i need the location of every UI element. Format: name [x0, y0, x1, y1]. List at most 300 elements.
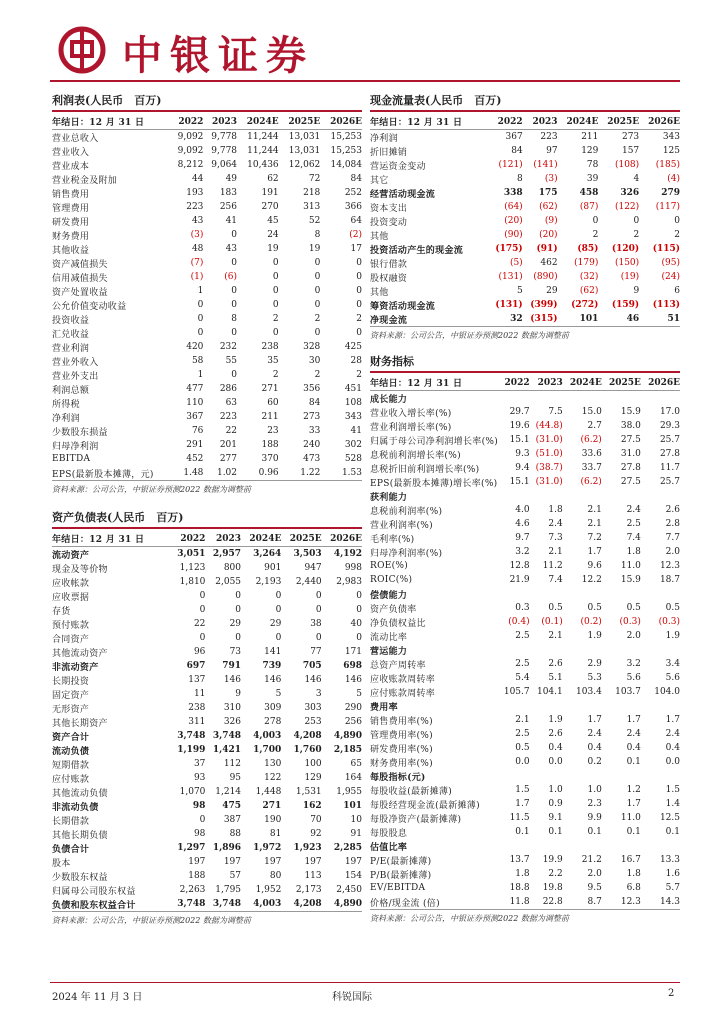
table-row: [370, 895, 680, 910]
row-value: 1.0: [587, 785, 602, 795]
row-value: 5.6: [626, 673, 641, 683]
row-value: 9.5: [587, 883, 602, 893]
row-value: 2.4: [548, 519, 563, 529]
row-value: 45: [267, 216, 279, 226]
row-value: 78: [586, 160, 599, 170]
row-value: 13,031: [288, 146, 321, 156]
row-label: 固定资产: [52, 690, 90, 701]
row-value: 146: [223, 675, 242, 685]
row-value: [641, 839, 680, 853]
table-row: [52, 186, 362, 200]
row-value: 19.8: [542, 883, 563, 893]
row-value: 27.5: [620, 477, 641, 487]
row-value: (315): [523, 312, 558, 327]
row-value: 271: [261, 384, 279, 394]
table-row: [370, 256, 680, 270]
row-value: 38: [310, 619, 322, 629]
row-value: 191: [261, 188, 279, 198]
row-value: 0: [272, 258, 279, 268]
table-row: [52, 172, 362, 186]
table-row: [52, 312, 362, 326]
row-label: 营业总收入: [52, 133, 99, 144]
row-value: 8: [516, 174, 523, 184]
row-value: [641, 587, 680, 601]
row-label: 负债和股东权益合计: [52, 897, 170, 912]
row-value: 0: [356, 272, 362, 282]
row-label: 预付账款: [52, 620, 90, 631]
row-value: (108): [614, 160, 640, 170]
row-value: 95: [229, 773, 242, 783]
row-label: 净利润: [370, 133, 398, 144]
row-value: 2,263: [179, 885, 206, 895]
header-year: 2022: [488, 114, 523, 130]
row-label: 营运资金变动: [370, 161, 426, 172]
row-label: EV/EBITDA: [370, 883, 426, 893]
row-value: 739: [262, 661, 282, 671]
row-value: 1: [197, 286, 204, 296]
row-value: (131): [498, 272, 523, 282]
row-value: 256: [344, 717, 362, 727]
row-value: 29: [229, 619, 242, 629]
row-value: (159): [611, 300, 640, 310]
row-label: 非流动资产: [52, 662, 99, 673]
table-row: [370, 242, 680, 256]
row-value: 0: [314, 328, 321, 338]
row-value: [602, 699, 641, 713]
row-label: 营业收入增长率(%): [370, 408, 452, 419]
row-value: 5: [516, 286, 523, 296]
row-value: 18.7: [659, 575, 680, 585]
row-value: 29: [269, 619, 282, 629]
row-label: 股权融资: [370, 273, 408, 284]
row-value: 1.8: [548, 505, 563, 515]
row-value: (20): [539, 230, 558, 240]
row-value: 0: [315, 591, 322, 601]
header-year: 2023: [203, 114, 237, 130]
table-row: [370, 839, 680, 853]
row-value: 190: [264, 815, 282, 825]
table-row: [370, 769, 680, 783]
row-value: 0: [356, 258, 362, 268]
row-value: 9.6: [587, 561, 602, 571]
row-value: 12.8: [509, 561, 530, 571]
row-value: 0.5: [515, 743, 530, 753]
row-label: 其他流动负债: [52, 788, 108, 799]
row-value: 2.9: [587, 659, 602, 669]
row-label: 净负债权益比: [370, 618, 426, 629]
header-year: 2024E: [237, 114, 279, 130]
row-value: 197: [264, 857, 282, 867]
header-year: 2026E: [641, 375, 680, 391]
row-value: 7.2: [587, 533, 602, 543]
row-value: [563, 839, 602, 853]
row-value: (185): [655, 160, 680, 170]
table-row: [52, 701, 362, 715]
row-value: 326: [620, 188, 640, 198]
row-value: 197: [344, 857, 362, 867]
row-value: 1,810: [179, 577, 206, 587]
row-value: [602, 489, 641, 503]
row-label: 其他收益: [52, 245, 90, 256]
row-value: [498, 769, 530, 783]
row-value: 3,748: [205, 897, 241, 912]
row-value: 27.5: [620, 435, 641, 445]
row-value: (113): [652, 300, 680, 310]
row-value: 2,185: [333, 745, 362, 755]
row-label: 流动负债: [52, 746, 90, 757]
row-value: 1,448: [255, 787, 282, 797]
row-value: 197: [223, 857, 242, 867]
row-value: [563, 489, 602, 503]
row-value: 0: [231, 328, 238, 338]
table-row: [370, 853, 680, 867]
table-row: [370, 825, 680, 839]
report-header: [50, 22, 680, 78]
row-label: 息税折旧前利润增长率(%): [370, 464, 480, 475]
row-label: ROE(%): [370, 561, 409, 571]
row-label: 投资变动: [370, 217, 408, 228]
row-value: 62: [267, 174, 279, 184]
row-value: 2,173: [295, 885, 322, 895]
row-value: 2: [314, 314, 321, 324]
header-year: 2025E: [602, 375, 641, 391]
row-value: [530, 699, 563, 713]
table-row: [52, 144, 362, 158]
row-value: 1.8: [626, 547, 641, 557]
row-value: 0: [197, 300, 204, 310]
row-value: 103.7: [615, 687, 641, 697]
row-value: (272): [571, 300, 599, 310]
table-row: [370, 685, 680, 699]
ratios-source-note: 资料来源：公司公告，中银证券预测2022 数据为调整前: [370, 914, 569, 923]
row-value: [530, 489, 563, 503]
row-value: 183: [219, 188, 238, 198]
row-label: 长期借款: [52, 816, 90, 827]
row-value: 57: [229, 871, 242, 881]
table-row: [52, 284, 362, 298]
row-label: 偿债能力: [370, 590, 408, 601]
row-label: 负债合计: [52, 844, 90, 855]
row-value: 1,896: [212, 843, 242, 853]
row-value: 0: [356, 328, 362, 338]
row-label: 流动资产: [52, 550, 90, 561]
row-value: 0.4: [587, 743, 602, 753]
header-year: 2023: [205, 531, 241, 547]
row-value: 309: [264, 703, 282, 713]
row-value: 37: [193, 759, 206, 769]
row-value: 343: [662, 132, 680, 142]
row-value: 40: [350, 619, 362, 629]
row-value: 370: [261, 454, 279, 464]
row-value: 273: [303, 412, 321, 422]
row-value: 4,003: [253, 731, 282, 741]
row-value: 270: [261, 202, 279, 212]
row-value: 84: [308, 398, 321, 408]
row-value: 2.5: [626, 519, 641, 529]
row-value: 473: [303, 454, 321, 464]
row-value: 157: [621, 146, 640, 156]
row-value: 278: [264, 717, 282, 727]
row-value: 38.0: [620, 421, 641, 431]
row-value: 8.7: [563, 895, 602, 910]
row-value: 13.3: [659, 855, 680, 865]
row-value: 22: [193, 619, 206, 629]
row-value: 9: [235, 689, 242, 699]
row-value: 3,748: [212, 731, 242, 741]
table-row: [370, 545, 680, 559]
table-row: [52, 256, 362, 270]
row-value: 100: [304, 759, 322, 769]
row-value: 1.9: [548, 715, 563, 725]
row-value: 998: [344, 563, 362, 573]
footer-divider: [50, 982, 680, 983]
table-row: [370, 419, 680, 433]
row-value: 0: [199, 605, 206, 615]
row-value: 41: [225, 216, 238, 226]
row-value: [498, 489, 530, 503]
row-value: (131): [495, 300, 523, 310]
row-value: 1.22: [279, 466, 321, 481]
table-row: [370, 797, 680, 811]
row-value: 105.7: [503, 687, 530, 697]
row-value: 252: [344, 188, 362, 198]
row-value: 4,890: [322, 897, 362, 912]
ratios-rule: [370, 371, 680, 373]
row-value: 141: [264, 647, 282, 657]
row-label: 筹资活动现金流: [370, 301, 436, 312]
row-value: 33.7: [581, 463, 602, 473]
table-row: [370, 643, 680, 657]
table-row: [370, 517, 680, 531]
row-value: 238: [261, 342, 279, 352]
row-value: 2: [592, 230, 599, 240]
row-value: 98: [192, 801, 206, 811]
header-year: 2022: [170, 114, 204, 130]
row-value: 705: [302, 661, 322, 671]
row-label: 息税前利润增长率(%): [370, 450, 461, 461]
row-value: 3.2: [626, 659, 641, 669]
row-label: 公允价值变动收益: [52, 301, 127, 312]
table-row: [370, 284, 680, 298]
row-value: 310: [223, 703, 242, 713]
row-value: 0: [235, 633, 242, 643]
table-row: [370, 489, 680, 503]
table-row: [52, 827, 362, 841]
header-label: 年结日：12 月 31 日: [370, 114, 488, 130]
row-value: 5: [275, 689, 282, 699]
header-year: 2022: [498, 375, 530, 391]
row-value: 326: [223, 717, 242, 727]
row-value: 5.1: [548, 673, 563, 683]
row-value: 0: [275, 633, 282, 643]
row-value: [602, 769, 641, 783]
row-value: 22: [225, 426, 238, 436]
cashflow-rule: [370, 110, 680, 112]
row-value: 2,055: [215, 577, 242, 587]
row-label: 其他流动资产: [52, 648, 108, 659]
row-value: 0.4: [665, 743, 680, 753]
row-label: EPS(最新股本摊薄，元): [52, 466, 170, 481]
row-value: 2.4: [626, 505, 641, 515]
table-row: [370, 867, 680, 881]
row-label: 每股收益(最新摊薄): [370, 786, 453, 797]
row-label: 银行借款: [370, 259, 408, 270]
row-value: (3): [544, 174, 558, 184]
row-value: 2.6: [665, 505, 680, 515]
row-value: 0: [356, 286, 362, 296]
row-label: 归母净利润: [52, 441, 99, 452]
row-value: 2.1: [515, 715, 530, 725]
row-value: 2: [272, 370, 279, 380]
bank-of-china-logo-icon: [58, 26, 106, 74]
header-year: 2024E: [241, 531, 281, 547]
row-value: 7.4: [548, 575, 563, 585]
row-label: 其它: [370, 175, 389, 186]
row-label: 其他: [370, 231, 389, 242]
table-row: [52, 158, 362, 172]
row-value: 29.7: [509, 407, 530, 417]
row-label: 应收账款周转率: [370, 674, 436, 685]
row-value: 1.8: [515, 869, 530, 879]
row-value: 0.5: [626, 603, 641, 613]
row-value: 2.1: [548, 631, 563, 641]
row-value: 279: [661, 188, 680, 198]
table-row: [52, 547, 362, 562]
row-value: 1.9: [587, 631, 602, 641]
table-row: [52, 382, 362, 396]
table-row: [52, 799, 362, 813]
row-value: [641, 489, 680, 503]
table-row: [370, 657, 680, 671]
income-source-note: 资料来源：公司公告，中银证券预测2022 数据为调整前: [52, 485, 251, 494]
row-value: 3,503: [293, 549, 322, 559]
row-value: (87): [579, 202, 599, 212]
row-value: 5.3: [587, 673, 602, 683]
row-value: 33: [308, 426, 321, 436]
row-value: 0.3: [515, 603, 530, 613]
left-column: [52, 90, 362, 928]
row-value: 0: [356, 633, 362, 643]
row-value: 1.7: [587, 547, 602, 557]
row-value: 197: [188, 857, 206, 867]
table-row: [52, 298, 362, 312]
table-row: [370, 713, 680, 727]
row-value: 0: [275, 591, 282, 601]
table-row: [370, 312, 680, 327]
row-value: 11.7: [659, 463, 680, 473]
row-value: 15,253: [330, 146, 362, 156]
row-value: 2.5: [515, 631, 530, 641]
row-label: P/E(最新摊薄): [370, 856, 432, 867]
row-value: 9.4: [515, 463, 530, 473]
table-row: [52, 424, 362, 438]
row-value: 72: [308, 174, 321, 184]
row-value: 1,952: [255, 885, 282, 895]
row-value: 60: [267, 398, 279, 408]
row-value: 49: [225, 174, 238, 184]
table-row: [52, 645, 362, 659]
row-value: 4,890: [333, 731, 362, 741]
row-value: 2,440: [295, 577, 322, 587]
row-value: 0: [356, 605, 362, 615]
header-label: 年结日：12 月 31 日: [52, 114, 170, 130]
row-value: 44: [191, 174, 204, 184]
row-label: 费用率: [370, 702, 398, 713]
row-value: 129: [581, 146, 599, 156]
row-value: 43: [191, 216, 204, 226]
row-label: 汇兑收益: [52, 329, 90, 340]
row-value: 238: [188, 703, 206, 713]
row-label: 应付账款周转率: [370, 688, 436, 699]
row-value: 1,760: [293, 745, 322, 755]
row-value: 0: [231, 300, 238, 310]
row-value: 3,264: [253, 549, 282, 559]
row-value: 2: [674, 230, 680, 240]
row-label: 研发费用率(%): [370, 744, 433, 755]
row-value: 39: [586, 174, 599, 184]
row-value: 25.7: [659, 477, 680, 487]
row-label: 每股净资产(最新摊薄): [370, 814, 462, 825]
row-value: 2.4: [665, 729, 680, 739]
row-value: 2.4: [626, 729, 641, 739]
table-row: [52, 589, 362, 603]
row-value: 0.5: [548, 603, 563, 613]
row-label: EBITDA: [52, 454, 91, 464]
row-value: (1): [190, 272, 204, 282]
row-value: 6: [674, 286, 680, 296]
row-value: 146: [264, 675, 282, 685]
row-value: 11.2: [542, 561, 563, 571]
row-value: 3,748: [170, 897, 206, 912]
table-row: [52, 687, 362, 701]
row-value: 1.5: [515, 785, 530, 795]
row-value: 18.8: [509, 883, 530, 893]
row-value: 11: [193, 689, 206, 699]
row-value: 1,700: [253, 745, 282, 755]
row-label: 管理费用: [52, 203, 90, 214]
row-value: 2.0: [665, 547, 680, 557]
row-value: 17.0: [659, 407, 680, 417]
row-label: 其他: [370, 287, 389, 298]
row-value: 0.5: [665, 603, 680, 613]
row-value: 5.7: [665, 883, 680, 893]
table-row: [370, 475, 680, 489]
table-row: [52, 561, 362, 575]
row-value: 11.0: [620, 561, 641, 571]
row-label: 总资产周转率: [370, 660, 426, 671]
row-value: 2: [356, 314, 362, 324]
header-divider: [50, 80, 680, 82]
row-value: 77: [310, 647, 322, 657]
row-label: 成长能力: [370, 394, 408, 405]
row-value: 2.7: [587, 421, 602, 431]
table-row: [370, 503, 680, 517]
row-value: 0.1: [587, 827, 602, 837]
table-row: [52, 575, 362, 589]
row-value: [563, 391, 602, 406]
row-value: 0: [314, 258, 321, 268]
row-value: 367: [505, 132, 523, 142]
row-value: 698: [343, 661, 362, 671]
brand-name: 中银证券: [122, 32, 314, 79]
row-value: 2,983: [336, 577, 362, 587]
row-value: [563, 587, 602, 601]
footer-page-number: 2: [668, 988, 675, 999]
row-label: 应收帐款: [52, 578, 90, 589]
row-value: (19): [620, 272, 640, 282]
row-value: 12,062: [288, 160, 321, 170]
row-value: 0: [235, 591, 242, 601]
